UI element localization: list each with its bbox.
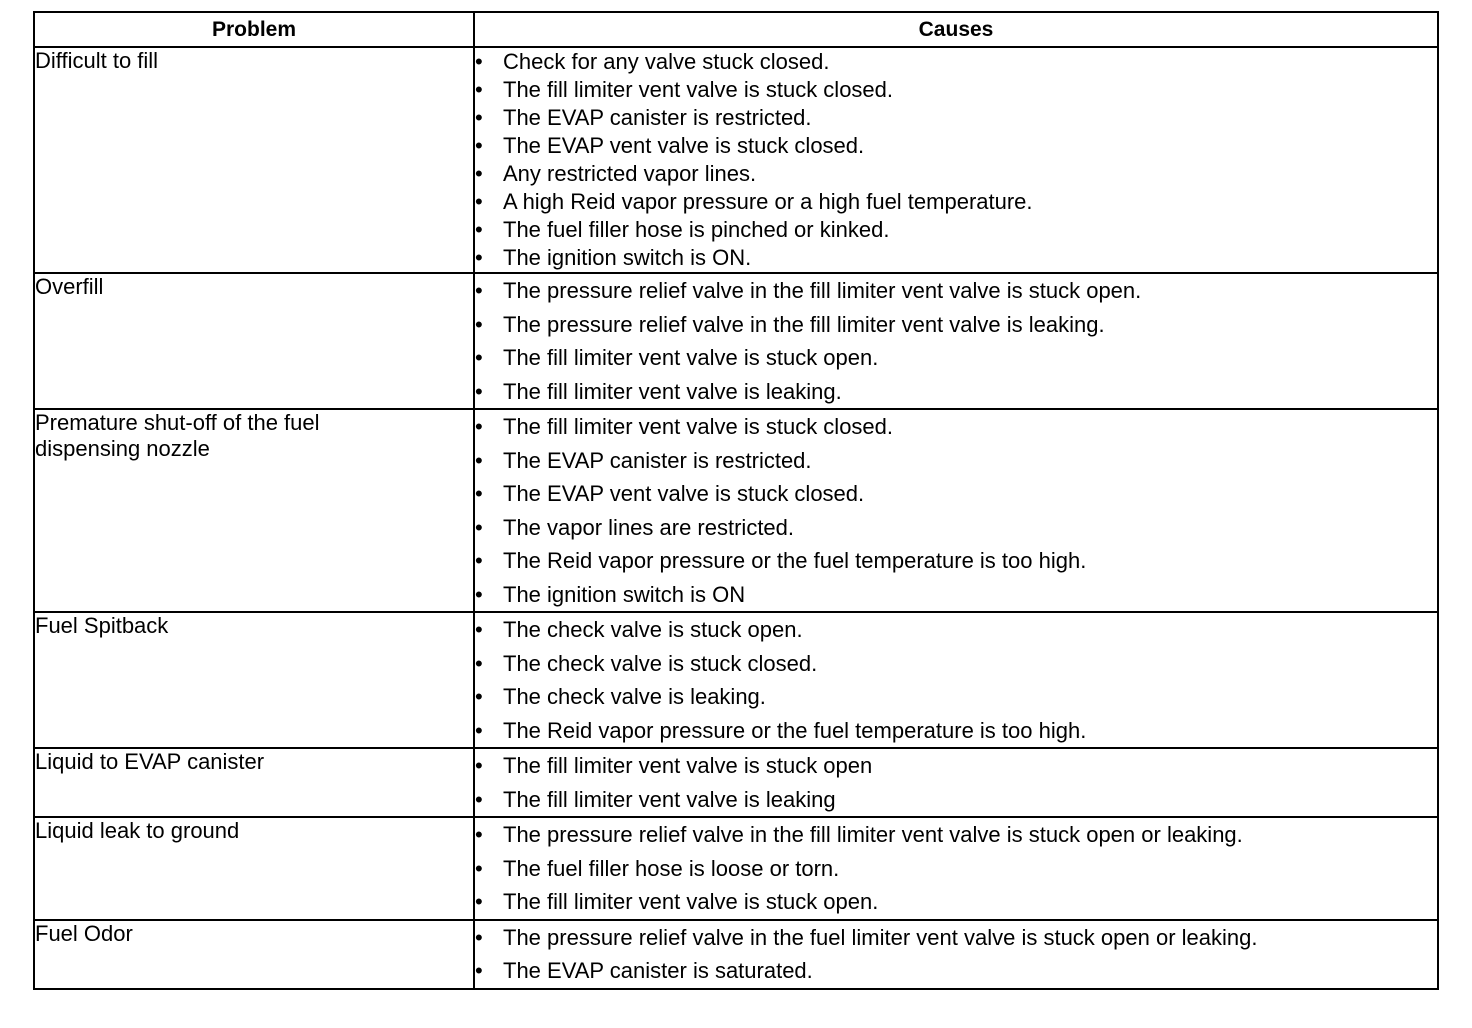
table-row bbox=[34, 612, 1438, 748]
cause-item bbox=[475, 341, 1437, 375]
causes-list bbox=[475, 274, 1437, 408]
cause-text: The fill limiter vent valve is stuck closed. bbox=[503, 77, 894, 102]
bullet-icon: • bbox=[475, 855, 483, 881]
problem-cell: Premature shut-off of the fuel dispensing nozzle bbox=[34, 409, 474, 612]
causes-list bbox=[475, 818, 1437, 919]
causes-cell bbox=[474, 817, 1438, 920]
problem-cell: Fuel Spitback bbox=[34, 612, 474, 748]
table-row bbox=[34, 47, 1438, 273]
cause-item bbox=[475, 244, 1437, 272]
cause-text: The pressure relief valve in the fill limiter vent valve is stuck open or leaking. bbox=[503, 822, 1243, 847]
cause-item bbox=[475, 308, 1437, 342]
bullet-icon: • bbox=[475, 161, 483, 186]
cause-text: The pressure relief valve in the fill limiter vent valve is stuck open. bbox=[503, 278, 1142, 303]
cause-text: The fill limiter vent valve is leaking. bbox=[503, 378, 842, 404]
problem-cell: Fuel Odor bbox=[34, 920, 474, 989]
cause-text: The Reid vapor pressure or the fuel temperature is too high. bbox=[503, 548, 1087, 573]
cause-item bbox=[475, 954, 1437, 988]
cause-text: The EVAP canister is restricted. bbox=[503, 447, 812, 473]
bullet-icon: • bbox=[475, 548, 483, 573]
bullet-icon: • bbox=[475, 77, 483, 102]
cause-text: The fill limiter vent valve is stuck open bbox=[503, 753, 873, 778]
problem-cell: Difficult to fill bbox=[34, 47, 474, 273]
cause-item bbox=[475, 104, 1437, 132]
table-row bbox=[34, 920, 1438, 989]
cause-text: The ignition switch is ON bbox=[503, 581, 746, 607]
bullet-icon: • bbox=[475, 481, 483, 506]
cause-text: Any restricted vapor lines. bbox=[503, 161, 757, 186]
cause-item bbox=[475, 132, 1437, 160]
cause-item bbox=[475, 647, 1437, 681]
causes-list bbox=[475, 749, 1437, 816]
bullet-icon: • bbox=[475, 447, 483, 473]
bullet-icon: • bbox=[475, 514, 483, 540]
cause-text: The EVAP canister is restricted. bbox=[503, 105, 812, 130]
cause-item bbox=[475, 511, 1437, 545]
bullet-icon: • bbox=[475, 278, 483, 303]
causes-list bbox=[475, 48, 1437, 272]
header-problem: Problem bbox=[34, 12, 474, 47]
cause-item bbox=[475, 680, 1437, 714]
header-causes: Causes bbox=[474, 12, 1438, 47]
cause-item bbox=[475, 544, 1437, 578]
cause-text: The fill limiter vent valve is stuck closed. bbox=[503, 414, 894, 439]
cause-item bbox=[475, 375, 1437, 409]
cause-item bbox=[475, 188, 1437, 216]
cause-text: The fuel filler hose is pinched or kinked. bbox=[503, 217, 890, 242]
cause-item bbox=[475, 885, 1437, 919]
cause-text: The EVAP canister is saturated. bbox=[503, 958, 813, 983]
cause-item bbox=[475, 76, 1437, 104]
cause-text: The EVAP vent valve is stuck closed. bbox=[503, 133, 865, 158]
table-row bbox=[34, 409, 1438, 612]
table-row bbox=[34, 273, 1438, 409]
cause-item bbox=[475, 714, 1437, 748]
cause-text: The fill limiter vent valve is leaking bbox=[503, 786, 836, 812]
cause-item bbox=[475, 274, 1437, 308]
cause-item bbox=[475, 921, 1437, 955]
bullet-icon: • bbox=[475, 889, 483, 914]
cause-text: The ignition switch is ON. bbox=[503, 245, 752, 270]
cause-item bbox=[475, 852, 1437, 886]
cause-item bbox=[475, 578, 1437, 612]
causes-cell bbox=[474, 409, 1438, 612]
cause-item bbox=[475, 783, 1437, 817]
bullet-icon: • bbox=[475, 49, 483, 74]
cause-text: The fill limiter vent valve is stuck open. bbox=[503, 345, 879, 370]
bullet-icon: • bbox=[475, 753, 483, 778]
cause-item bbox=[475, 48, 1437, 76]
bullet-icon: • bbox=[475, 245, 483, 270]
problem-cell: Liquid to EVAP canister bbox=[34, 748, 474, 817]
problem-cell: Overfill bbox=[34, 273, 474, 409]
cause-text: The fill limiter vent valve is stuck open. bbox=[503, 889, 879, 914]
cause-text: The Reid vapor pressure or the fuel temperature is too high. bbox=[503, 717, 1087, 743]
cause-text: A high Reid vapor pressure or a high fuel temperature. bbox=[503, 189, 1033, 214]
cause-text: The fuel filler hose is loose or torn. bbox=[503, 855, 840, 881]
bullet-icon: • bbox=[475, 345, 483, 370]
cause-item bbox=[475, 818, 1437, 852]
cause-item bbox=[475, 613, 1437, 647]
cause-text: The EVAP vent valve is stuck closed. bbox=[503, 481, 865, 506]
bullet-icon: • bbox=[475, 414, 483, 439]
bullet-icon: • bbox=[475, 684, 483, 709]
cause-item bbox=[475, 410, 1437, 444]
table-row bbox=[34, 748, 1438, 817]
bullet-icon: • bbox=[475, 786, 483, 812]
bullet-icon: • bbox=[475, 924, 483, 950]
bullet-icon: • bbox=[475, 133, 483, 158]
cause-item bbox=[475, 477, 1437, 511]
cause-item bbox=[475, 160, 1437, 188]
problem-cell: Liquid leak to ground bbox=[34, 817, 474, 920]
cause-text: The pressure relief valve in the fill limiter vent valve is leaking. bbox=[503, 311, 1105, 337]
diagnosis-table bbox=[33, 11, 1439, 990]
bullet-icon: • bbox=[475, 650, 483, 676]
causes-cell bbox=[474, 47, 1438, 273]
cause-item bbox=[475, 216, 1437, 244]
causes-cell bbox=[474, 920, 1438, 989]
causes-cell bbox=[474, 748, 1438, 817]
cause-item bbox=[475, 444, 1437, 478]
bullet-icon: • bbox=[475, 958, 483, 983]
cause-text: The vapor lines are restricted. bbox=[503, 514, 795, 540]
bullet-icon: • bbox=[475, 217, 483, 242]
bullet-icon: • bbox=[475, 717, 483, 743]
bullet-icon: • bbox=[475, 105, 483, 130]
bullet-icon: • bbox=[475, 617, 483, 642]
causes-list bbox=[475, 921, 1437, 988]
cause-text: Check for any valve stuck closed. bbox=[503, 49, 830, 74]
cause-text: The check valve is leaking. bbox=[503, 684, 766, 709]
bullet-icon: • bbox=[475, 581, 483, 607]
bullet-icon: • bbox=[475, 822, 483, 847]
bullet-icon: • bbox=[475, 189, 483, 214]
cause-text: The check valve is stuck open. bbox=[503, 617, 803, 642]
causes-list bbox=[475, 410, 1437, 611]
causes-cell bbox=[474, 273, 1438, 409]
bullet-icon: • bbox=[475, 311, 483, 337]
causes-list bbox=[475, 613, 1437, 747]
causes-cell bbox=[474, 612, 1438, 748]
cause-text: The check valve is stuck closed. bbox=[503, 650, 818, 676]
header-row bbox=[34, 12, 1438, 47]
cause-text: The pressure relief valve in the fuel limiter vent valve is stuck open or leaking. bbox=[503, 924, 1258, 950]
table-row bbox=[34, 817, 1438, 920]
cause-item bbox=[475, 749, 1437, 783]
bullet-icon: • bbox=[475, 378, 483, 404]
